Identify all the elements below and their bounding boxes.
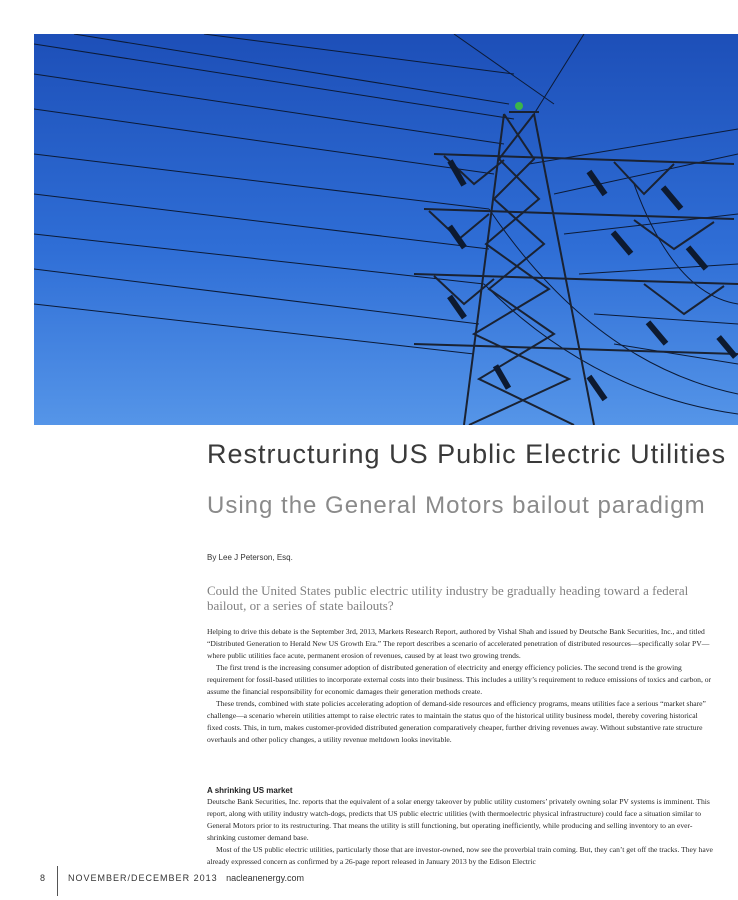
pylon-marker bbox=[515, 102, 523, 110]
article-deck: Could the United States public electric utility industry be gradually heading toward a federal bailout, or a series of state bailouts? bbox=[207, 583, 689, 613]
section-body bbox=[207, 796, 713, 868]
body-paragraph: Helping to drive this debate is the September 3rd, 2013, Markets Research Report, authored by Vishal Shah and issued by Deutsche Bank Securities, Inc., and titled “Distributed Generation to Herald New US Growth Era.” The report describes a scenario of accelerated penetration of distributed resources—specifically solar PV—where public utilities face acute, permanent erosion of revenues, caused by at least two growing trends. bbox=[207, 627, 710, 660]
sky-background bbox=[34, 34, 738, 425]
article-body bbox=[207, 626, 713, 746]
body-paragraph: These trends, combined with state policies accelerating adoption of demand-side resources and efficiency programs, means utilities face a serious “market share” challenge—a scenario wherein utilities attempt to raise electric rates to maintain the status quo of the historical utility business model, thereby covering historical fixed costs. This, in turn, makes customer-provided distributed generation comparatively cheaper, further driving revenues away. Without substantive rate structure overhauls and other policy changes, a utility revenue meltdown looks inevitable. bbox=[207, 699, 706, 744]
body-paragraph: Most of the US public electric utilities, particularly those that are investor-owned, now see the proverbial train coming. But, they can’t get off the tracks. They have already expressed concern as confirmed by a 26-page report released in January 2013 by the Edison Electric bbox=[207, 845, 713, 866]
body-paragraph: Deutsche Bank Securities, Inc. reports that the equivalent of a solar energy takeover by public utility customers’ privately owning solar PV systems is imminent. This report, along with utility industry watch-dogs, predicts that US public electric utilities (with thermoelectric physical infrastructure) could face a situation similar to General Motors prior to its restructuring. That means the utility is still functioning, but operating inefficiently, while producing and selling inventory to an ever-shrinking customer demand base. bbox=[207, 797, 710, 842]
section-heading: A shrinking US market bbox=[207, 786, 293, 795]
byline: By Lee J Peterson, Esq. bbox=[207, 553, 293, 562]
website-link[interactable]: nacleanenergy.com bbox=[226, 872, 304, 883]
article-subtitle: Using the General Motors bailout paradigm bbox=[207, 492, 706, 519]
article-title: Restructuring US Public Electric Utilities bbox=[207, 439, 727, 469]
page-footer bbox=[40, 872, 304, 896]
page-number: 8 bbox=[40, 872, 46, 883]
footer-divider bbox=[57, 866, 58, 896]
hero-photo-power-pylon bbox=[34, 34, 738, 425]
body-paragraph: The first trend is the increasing consumer adoption of distributed generation of electricity and energy efficiency policies. The second trend is the growing requirement for fossil-based utilities to incorporate external costs into their business. This includes a utility’s requirement to reduce emissions of toxics and carbon, or assume the financial responsibility for economic damages their generation methods create. bbox=[207, 663, 712, 696]
issue-date: NOVEMBER/DECEMBER 2013 bbox=[68, 872, 218, 883]
